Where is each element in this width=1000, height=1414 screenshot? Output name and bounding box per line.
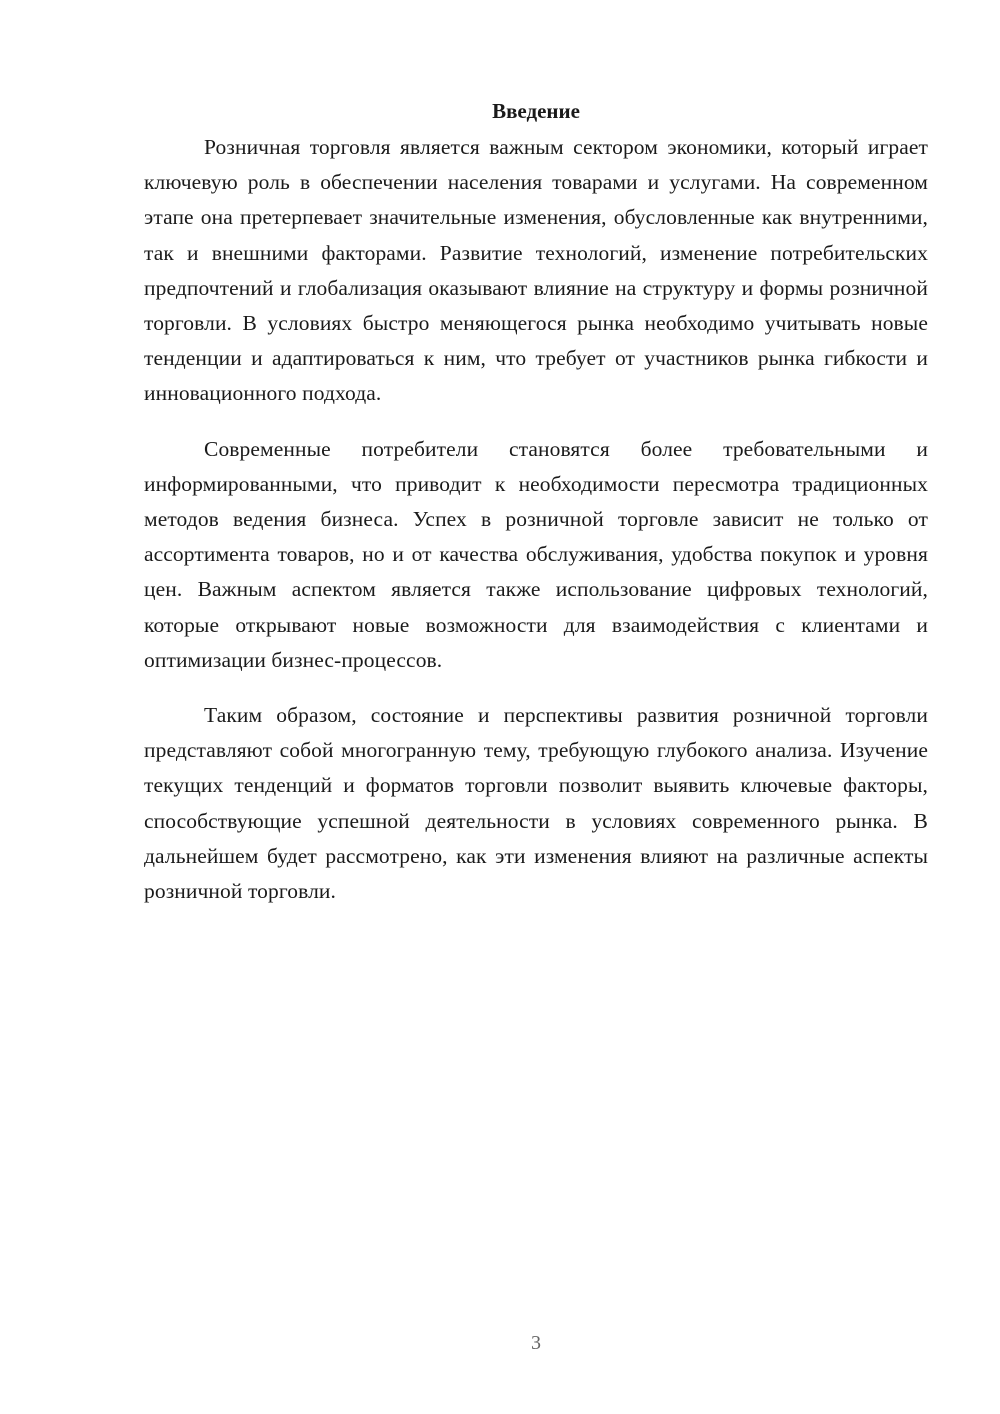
paragraph-1: Розничная торговля является важным сектором экономики, который играет ключевую роль в обеспечении населения товарами и услугами. На современном этапе она претерпевает значительные изменения, обусловленные как внутренними, так и внешними факторами. Развитие технологий, изменение потребительских предпочтений и глобализация оказывают влияние на структуру и формы розничной торговли. В условиях быстро меняющегося рынка необходимо учитывать новые тенденции и адаптироваться к ним, что требует от участников рынка гибкости и инновационного подхода. bbox=[144, 135, 928, 406]
page-number: 3 bbox=[531, 1332, 541, 1354]
paragraph-3: Таким образом, состояние и перспективы развития розничной торговли представляют собой многогранную тему, требующую глубокого анализа. Изучение текущих тенденций и форматов торговли позволит выявить ключевые факторы, способствующие успешной деятельности в условиях современного рынка. В дальнейшем будет рассмотрено, как эти изменения влияют на различные аспекты розничной торговли. bbox=[144, 703, 928, 904]
section-heading: Введение bbox=[492, 99, 580, 123]
paragraph-2: Современные потребители становятся более требовательными и информированными, что приводит к необходимости пересмотра традиционных методов ведения бизнеса. Успех в розничной торговле зависит не только от ассортимента товаров, но и от качества обслуживания, удобства покупок и уровня цен. Важным аспектом является также использование цифровых технологий, которые открывают новые возможности для взаимодействия с клиентами и оптимизации бизнес-процессов. bbox=[144, 436, 928, 672]
page-content bbox=[144, 96, 928, 929]
